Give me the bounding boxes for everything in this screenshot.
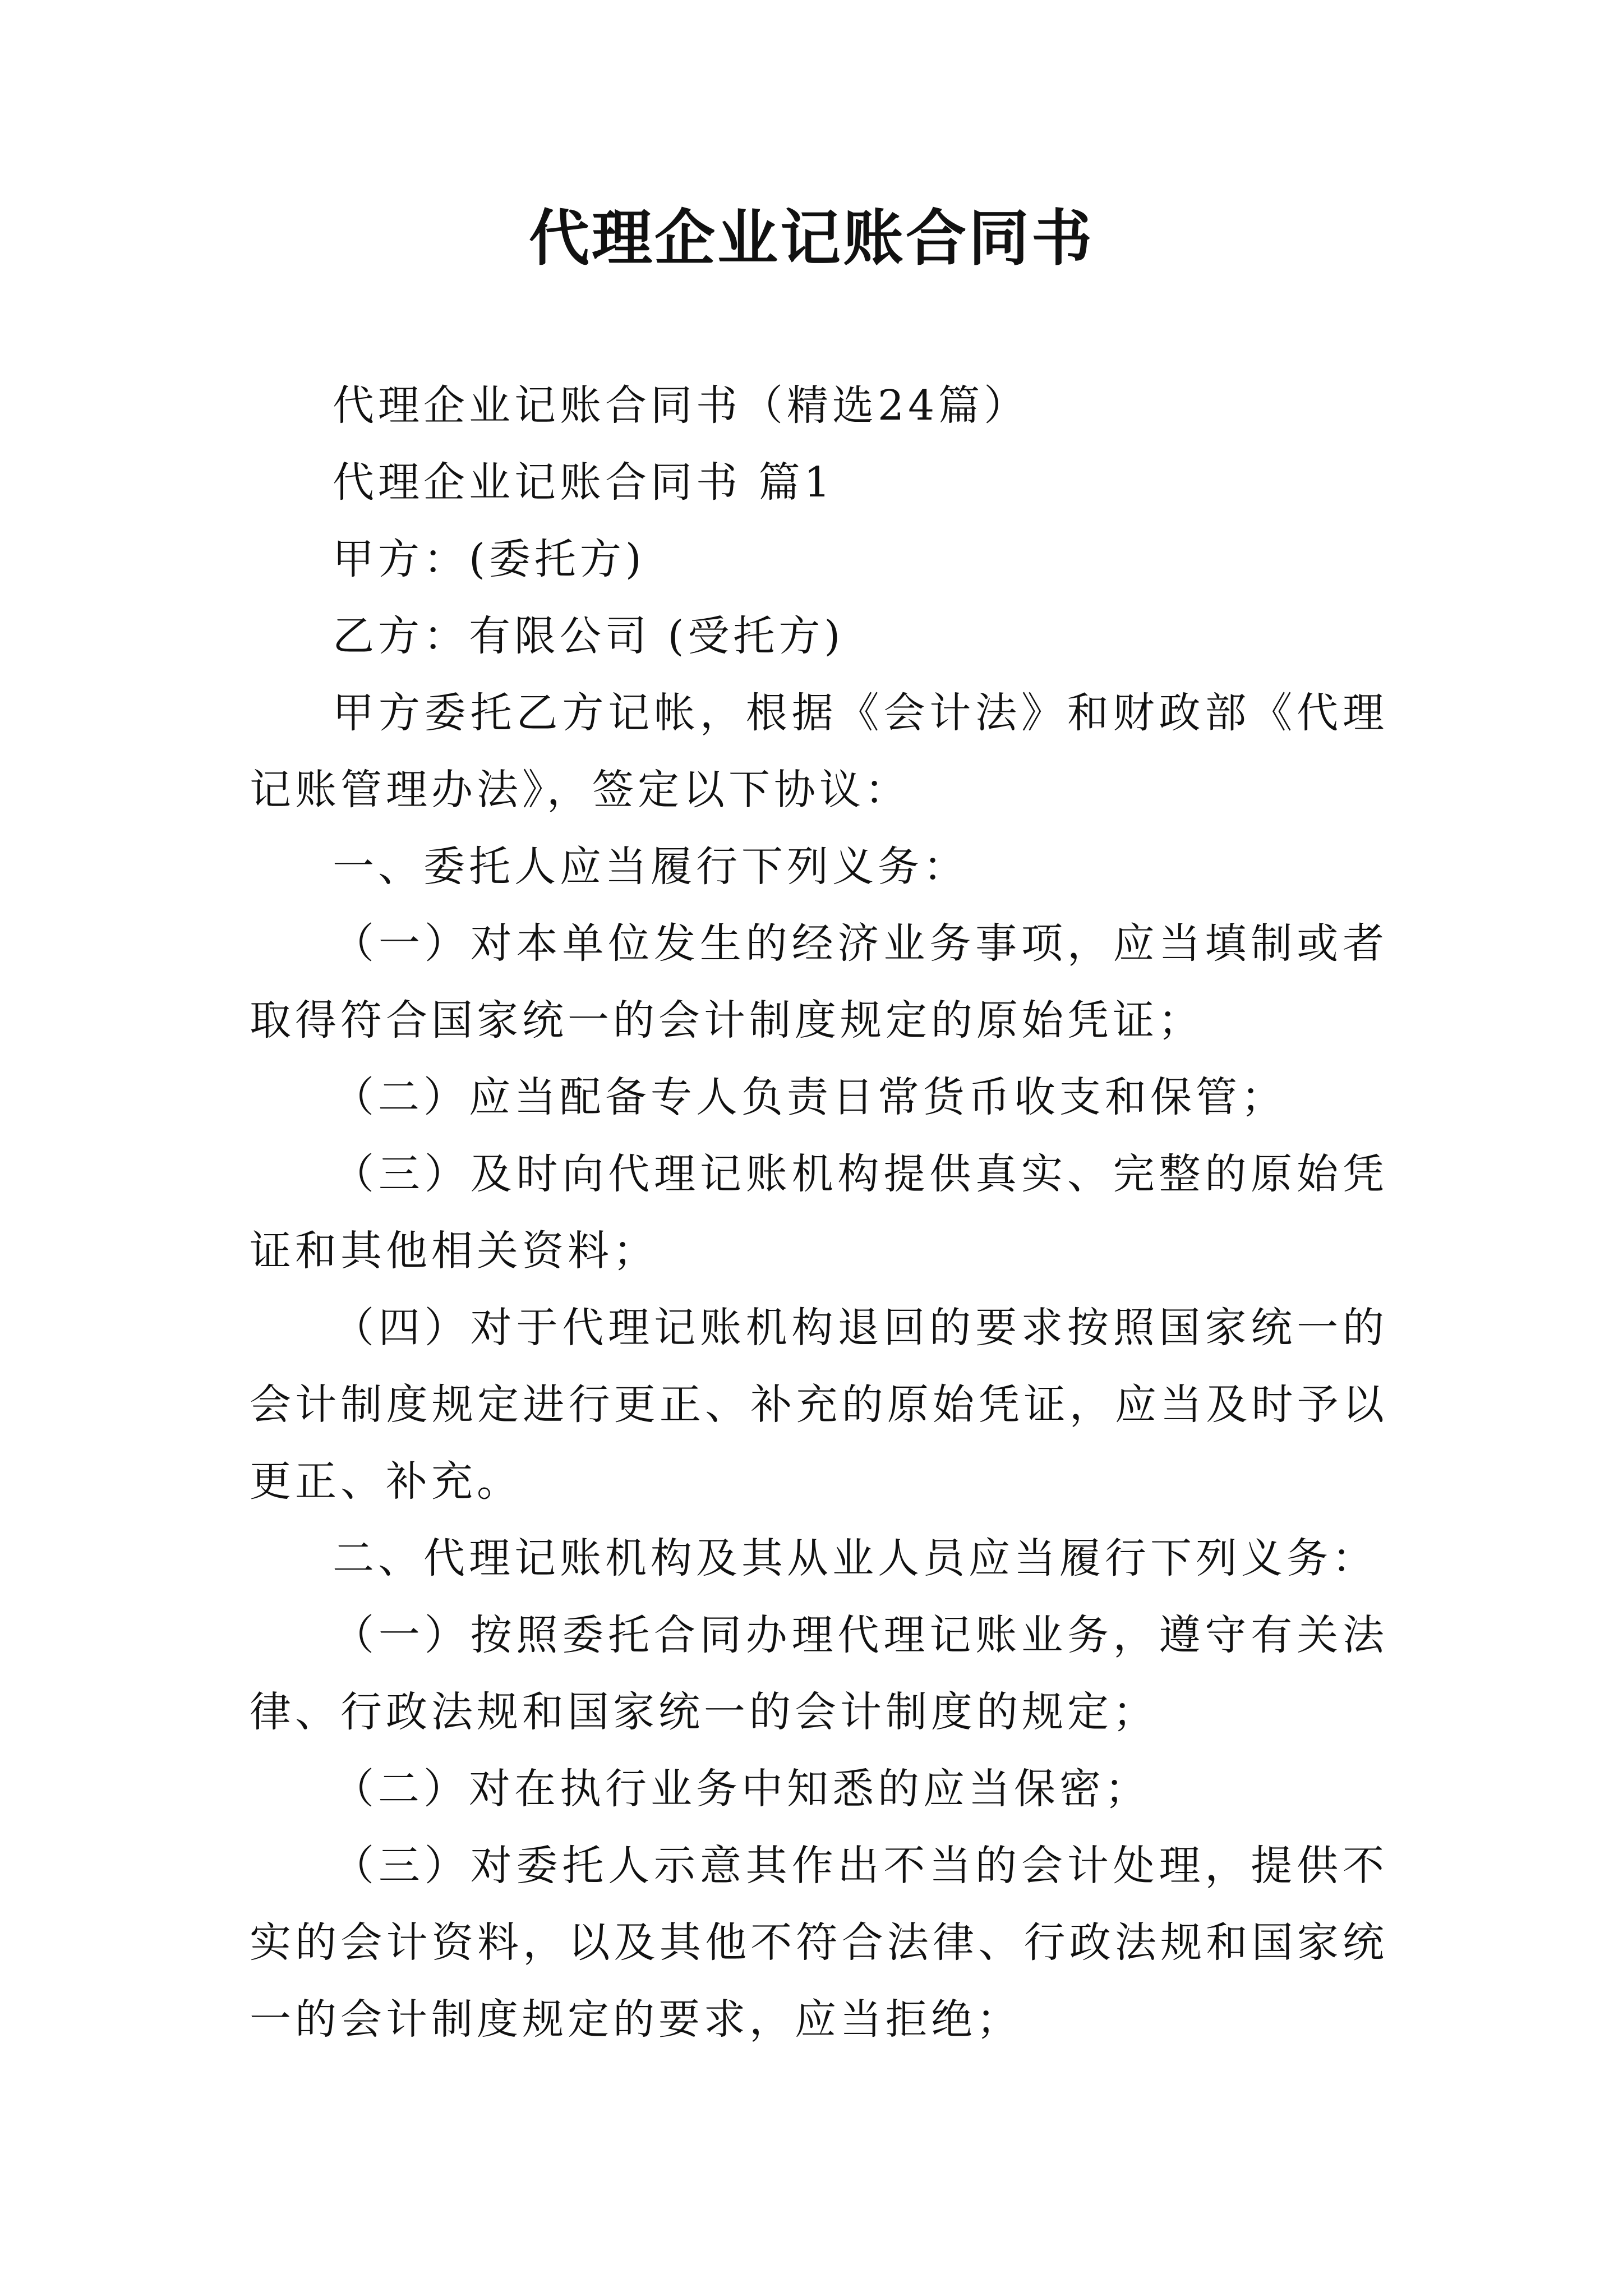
paragraph-section-1-item-3: （三）及时向代理记账机构提供真实、完整的原始凭证和其他相关资料；: [250, 1150, 1388, 1275]
paragraph-section-1-item-4: （四）对于代理记账机构退回的要求按照国家统一的会计制度规定进行更正、补充的原始凭证，应当及时予以更正、补充。: [250, 1304, 1388, 1506]
paragraph-subtitle: 代理企业记账合同书（精选24篇）: [333, 381, 1030, 430]
paragraph-party-b: 乙方：有限公司 (受托方): [333, 612, 845, 660]
paragraph-section-1-item-2: （二）应当配备专人负责日常货币收支和保管；: [333, 1073, 1287, 1121]
paragraph-section-2-heading: 二、代理记账机构及其从业人员应当履行下列义务：: [333, 1534, 1377, 1582]
paragraph-section-2-item-3: （三）对委托人示意其作出不当的会计处理，提供不实的会计资料，以及其他不符合法律、行政法规和国家统一的会计制度规定的要求，应当拒绝；: [250, 1842, 1388, 2044]
paragraph-chapter-heading: 代理企业记账合同书 篇1: [333, 458, 834, 507]
paragraph-preamble: 甲方委托乙方记帐，根据《会计法》和财政部《代理记账管理办法》，签定以下协议：: [250, 689, 1388, 814]
paragraph-section-2-item-2: （二）对在执行业务中知悉的应当保密；: [333, 1765, 1150, 1813]
paragraph-section-2-item-1: （一）按照委托合同办理代理记账业务，遵守有关法律、行政法规和国家统一的会计制度的规定；: [250, 1611, 1388, 1736]
document-body: [250, 367, 1388, 2058]
paragraph-party-a: 甲方：(委托方): [333, 535, 645, 583]
paragraph-section-1-item-1: （一）对本单位发生的经济业务事项，应当填制或者取得符合国家统一的会计制度规定的原始凭证；: [250, 919, 1388, 1045]
page-title: 代理企业记账合同书: [528, 203, 1094, 274]
paragraph-section-1-heading: 一、委托人应当履行下列义务：: [333, 843, 969, 891]
